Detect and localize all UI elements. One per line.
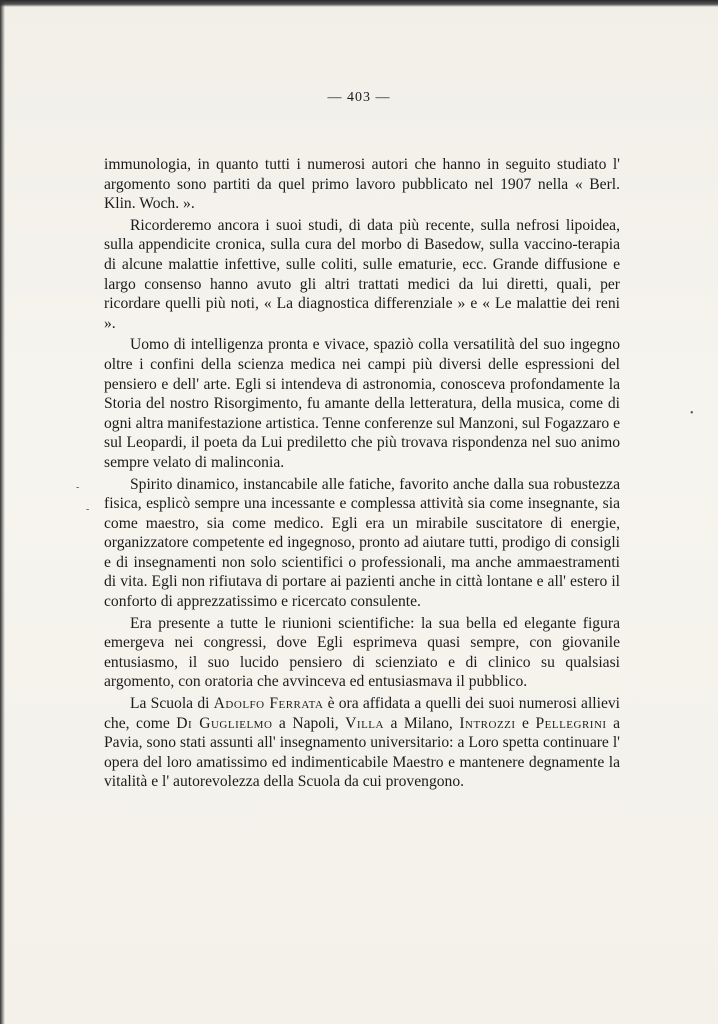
paragraph-1: immunologia, in quanto tutti i numerosi autori che hanno in seguito studiato l' argomento sono partiti da quel primo lavoro pubblicato nel 1907 nella « Berl. Klin. Woch. ».	[104, 156, 620, 213]
person-name-pellegrini: Pellegrini	[535, 714, 607, 732]
person-name-introzzi: Introzzi	[459, 714, 516, 732]
text-segment: è ora affidata a quelli dei suoi numerosi allievi che, come	[104, 695, 621, 732]
scan-speck: -	[86, 504, 90, 515]
person-name-di-guglielmo: Di Guglielmo	[176, 714, 273, 732]
text-segment: La Scuola di	[130, 695, 214, 713]
paragraph-5: Era presente a tutte le riunioni scientifiche: la sua bella ed elegante figura emergeva nei congressi, dove Egli esprimeva quasi sempre, con giovanile entusiasmo, il suo lucido pensiero di scienziato e di clinico su qualsiasi argomento, con oratoria che avvinceva ed entusiasmava il pubblico.	[104, 614, 620, 691]
text-segment: a Napoli,	[272, 714, 346, 732]
scan-speck: •	[690, 408, 694, 419]
scan-top-edge	[0, 0, 718, 7]
person-name-ferrata: Adolfo Ferrata	[213, 695, 324, 713]
text-segment: a Milano,	[383, 714, 460, 732]
paragraph-4: Spirito dinamico, instancabile alle fatiche, favorito anche dalla sua robustezza fisica, esplicò sempre una incessante e complessa attività sia come insegnante, sia come maestro, sia come medico. Egli era un mirabile suscitatore di energie, organizzatore competente ed ingegnoso, pronto ad aiutare tutti, prodigo di consigli e di insegnamenti non solo scientifici o professionali, ma anche ammaestramenti di vita. Egli non rifiutava di portare ai pazienti anche in città lontane e all' estero il conforto di apprezzatissimo e ricercato consulente.	[104, 475, 620, 611]
text-segment: e	[515, 714, 536, 732]
text-segment: a Pavia, sono stati assunti all' insegnamento universitario: a Loro spetta continuare l' opera del loro amatissimo ed indimenticabile Maestro e mantenere degnamente la vitalità e l' autorevolezza della Scuola da cui provengono.	[104, 714, 620, 791]
paragraph-6	[104, 694, 620, 792]
paragraph-2: Ricorderemo ancora i suoi studi, di data più recente, sulla nefrosi lipoidea, sulla appendicite cronica, sulla cura del morbo di Basedow, sulla vaccino-terapia di alcune malattie infettive, sulle coliti, sulle ematurie, ecc. Grande diffusione e largo consenso hanno avuto gli altri trattati medici da lui diretti, quali, per ricordare quelli più noti, « La diagnostica differenziale » e « Le malattie dei reni ».	[104, 216, 620, 332]
scan-speck: -	[76, 482, 80, 493]
body-text	[104, 155, 620, 792]
page-number: — 403 —	[327, 90, 391, 105]
paragraph-3: Uomo di intelligenza pronta e vivace, spaziò colla versatilità del suo ingegno oltre i confini della scienza medica nei campi più diversi delle espressioni del pensiero e dell' arte. Egli si intendeva di astronomia, conosceva profondamente la Storia del nostro Risorgimento, fu amante della letteratura, della musica, come di ogni altra manifestazione artistica. Tenne conferenze sul Manzoni, sul Fogazzaro e sul Leopardi, il poeta da Lui prediletto che più trovava rispondenza nel suo animo sempre velato di malinconia.	[104, 336, 620, 471]
person-name-villa: Villa	[345, 714, 384, 732]
scan-left-edge	[0, 0, 5, 1024]
